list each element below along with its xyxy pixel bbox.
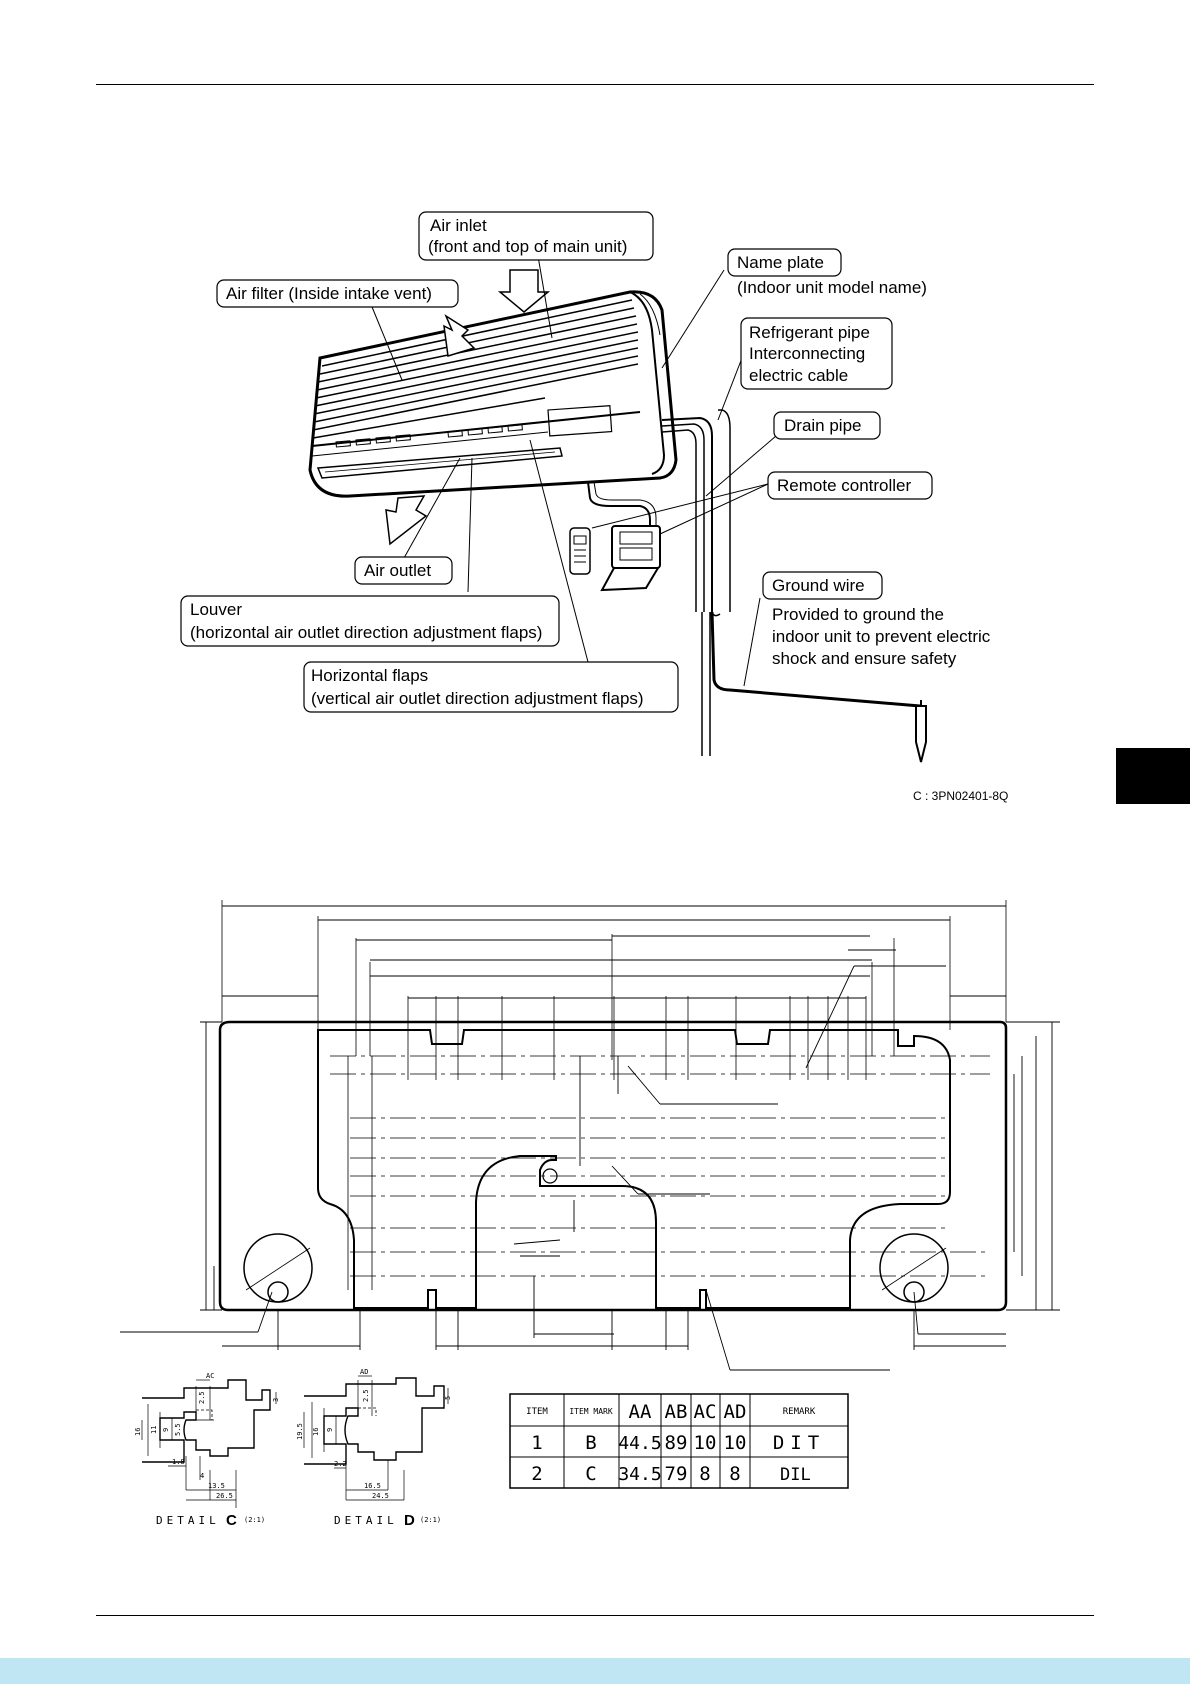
table-header-ac: AC — [693, 1401, 717, 1423]
plate-dimension-lines — [200, 906, 1060, 1350]
label-air-inlet-1: Air inlet — [430, 216, 487, 235]
table-cell: C — [585, 1463, 597, 1485]
label-air-inlet-2: (front and top of main unit) — [428, 237, 628, 256]
air-outlet-arrow — [386, 496, 426, 544]
detail-c-dim-3: 3 — [272, 1397, 280, 1402]
table-cell: 8 — [699, 1463, 711, 1485]
label-name-plate-note: (Indoor unit model name) — [737, 278, 927, 297]
table-cell: 79 — [664, 1463, 688, 1485]
table-header-item: ITEM — [526, 1407, 548, 1417]
detail-d-dim-24-5: 24.5 — [372, 1492, 389, 1500]
table-cell: 10 — [723, 1432, 747, 1454]
label-ground-note-1: Provided to ground the — [772, 605, 945, 624]
table-cell: 10 — [693, 1432, 717, 1454]
table-cell: 34.5 — [618, 1464, 662, 1485]
table-cell: DIT — [772, 1432, 826, 1454]
detail-c-dim-4: 4 — [200, 1472, 205, 1480]
table-cell: B — [585, 1432, 597, 1454]
detail-c-title: DETAIL — [156, 1514, 220, 1527]
label-louver-2: (horizontal air outlet direction adjustment flaps) — [190, 623, 543, 642]
label-flaps-2: (vertical air outlet direction adjustment flaps) — [311, 689, 644, 708]
label-ground-wire: Ground wire — [772, 576, 865, 595]
detail-d-dim-19-5: 19.5 — [296, 1423, 304, 1440]
label-air-filter: Air filter (Inside intake vent) — [226, 284, 432, 303]
detail-d-caption — [334, 1512, 441, 1529]
label-remote-controller: Remote controller — [777, 476, 912, 495]
detail-c-dim-13-5: 13.5 — [208, 1482, 225, 1490]
plate-inner-frame — [318, 1030, 950, 1308]
label-louver-1: Louver — [190, 600, 242, 619]
label-refrigerant-3: electric cable — [749, 366, 849, 385]
detail-d-dim-ad: AD — [360, 1368, 369, 1376]
detail-c-dim-26-5: 26.5 — [216, 1492, 233, 1500]
label-drain-pipe: Drain pipe — [784, 416, 862, 435]
detail-c-dim-5-5: 5.5 — [174, 1423, 182, 1436]
label-refrigerant-1: Refrigerant pipe — [749, 323, 870, 342]
detail-c-letter: C — [226, 1512, 237, 1529]
detail-d-letter: D — [404, 1512, 415, 1529]
label-air-outlet: Air outlet — [364, 561, 432, 580]
handheld-remote — [570, 528, 590, 574]
detail-c-dim-1-8: 1.8 — [172, 1458, 185, 1466]
pipe-hole-left-small — [268, 1282, 288, 1302]
label-name-plate: Name plate — [737, 253, 824, 272]
plate-extension-lines — [222, 900, 1006, 1290]
label-ground-note-2: indoor unit to prevent electric — [772, 627, 991, 646]
detail-d-dim-2-2: 2.2 — [334, 1460, 347, 1468]
pipe-hole-right — [880, 1234, 948, 1302]
table-header-remark: REMARK — [782, 1407, 816, 1417]
detail-c-dim-ac: AC — [206, 1372, 215, 1380]
table-header-ad: AD — [723, 1401, 747, 1423]
footer-band — [0, 1658, 1190, 1684]
pipe-hole-left — [244, 1234, 312, 1302]
table-header-ab: AB — [664, 1401, 688, 1423]
table-cell: 44.5 — [618, 1433, 662, 1454]
detail-d-dim-2-5: 2.5 — [362, 1389, 370, 1402]
table-cell: 8 — [729, 1463, 741, 1485]
detail-c-dim-11: 11 — [150, 1425, 158, 1434]
drain-pipe — [718, 410, 730, 612]
detail-d-scale: (2:1) — [420, 1516, 442, 1524]
label-refrigerant-2: Interconnecting — [749, 344, 866, 363]
wired-remote-controller — [602, 526, 660, 590]
detail-c-scale: (2:1) — [244, 1516, 266, 1524]
table-header-item-mark: ITEM MARK — [569, 1407, 613, 1416]
table-cell: DIL — [780, 1465, 811, 1485]
detail-c-dim-9: 9 — [162, 1427, 170, 1432]
plate-outline — [220, 1022, 1006, 1310]
footer-rule — [96, 1615, 1094, 1616]
detail-d-dim-16-5: 16.5 — [364, 1482, 381, 1490]
table-cell: 89 — [664, 1432, 688, 1454]
detail-c-dim-2-5: 2.5 — [198, 1391, 206, 1404]
detail-c-dimensions — [134, 1372, 280, 1500]
ground-rod — [916, 706, 926, 762]
detail-d-title: DETAIL — [334, 1514, 398, 1527]
table-header-aa: AA — [628, 1401, 652, 1423]
detail-d-dim-9: 9 — [326, 1427, 334, 1432]
detail-c-dim-16: 16 — [134, 1427, 142, 1436]
mounting-plate-drawing — [120, 900, 1060, 1370]
label-ground-note-3: shock and ensure safety — [772, 649, 957, 668]
detail-c-caption — [156, 1512, 265, 1529]
detail-d-dim-16: 16 — [312, 1427, 320, 1436]
spec-table — [510, 1394, 848, 1488]
detail-d-dimensions — [296, 1368, 452, 1500]
drawing-code: C : 3PN02401-8Q — [913, 789, 1009, 803]
detail-d-dim-5: 5 — [444, 1395, 452, 1400]
table-cell: 2 — [531, 1463, 543, 1485]
air-inlet-arrow — [500, 270, 548, 312]
label-flaps-1: Horizontal flaps — [311, 666, 429, 685]
table-cell: 1 — [531, 1432, 543, 1454]
